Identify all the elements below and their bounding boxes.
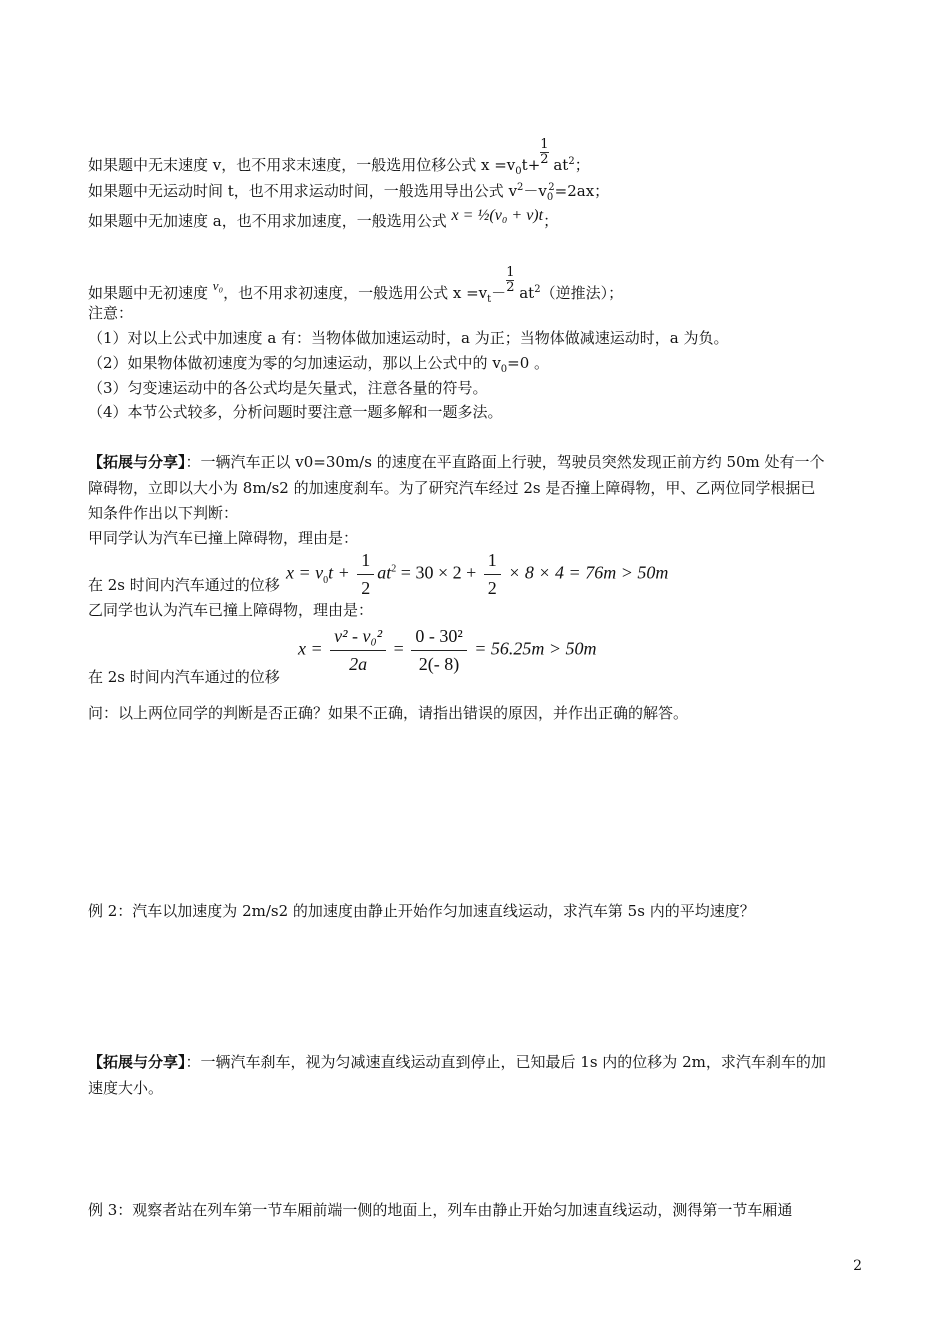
superscript: 2 [534,284,541,295]
text: －v [523,182,547,200]
extension-1-line-3: 知条件作出以下判断： [88,504,239,522]
numerator: 1 [540,136,549,152]
student-yi-formula [298,626,597,675]
denominator: 2 [540,151,549,167]
text: t+ [521,156,541,174]
superscript: 2 [548,182,555,193]
extension-1-line-1 [88,452,825,472]
fraction-half [540,138,548,167]
average-velocity-formula: x = ½(v₀ + v)t [451,207,544,224]
text: =0 。 [507,354,550,372]
text: 如果题中无末速度 v，也不用求末速度，一般选用位移公式 x =v [88,156,516,174]
text: x = v [286,562,324,583]
superscript: 2 [391,563,397,575]
note-title: 注意： [88,304,134,322]
note-1: （1）对以上公式中加速度 a 有：当物体做加速运动时，a 为正；当物体做减速运动时，a 为负。 [88,329,729,347]
subscript: t [487,294,492,305]
denominator: 2(- 8) [411,650,466,675]
denominator: 2 [484,574,501,599]
text: =2ax； [554,182,610,200]
text: ； [574,156,590,174]
section-title: 【拓展与分享】 [88,453,186,471]
text: （2）如果物体做初速度为零的匀加速运动，那以上公式中的 v [88,354,501,372]
formula-line-no-time [88,178,609,208]
numerator: 1 [487,550,497,570]
note-3: （3）匀变速运动中的各公式均是矢量式，注意各量的符号。 [88,379,488,397]
numerator: 1 [506,264,515,280]
subscript: 0 [546,192,554,203]
text: 如果题中无初速度 [88,284,209,302]
student-jia-claim: 甲同学认为汽车已撞上障碍物，理由是： [88,529,359,547]
student-yi-displacement-label: 在 2s 时间内汽车通过的位移 [88,668,280,686]
subscript: 0 [515,166,522,177]
subscript: 0 [323,575,329,587]
denominator: 2 [506,279,515,295]
text: ； [543,212,559,230]
text: at [377,562,392,583]
student-jia-formula [286,550,668,599]
page-number: 2 [853,1258,862,1274]
fraction-half [357,550,374,599]
student-yi-claim: 乙同学也认为汽车已撞上障碍物，理由是： [88,601,374,619]
numerator: 0 - 30² [415,626,463,646]
fraction [411,626,466,675]
fraction-half [484,550,501,599]
text: at [514,284,535,302]
question: 问：以上两位同学的判断是否正确？如果不正确，请指出错误的原因，并作出正确的解答。 [88,704,689,722]
text: = 56.25m > 50m [469,638,597,659]
formula-line-no-acceleration [88,207,559,232]
extension-2-line-2: 速度大小。 [88,1079,164,1097]
example-3: 例 3：观察者站在列车第一节车厢前端一侧的地面上，列车由静止开始匀加速直线运动，测得第一节车厢通 [88,1201,793,1219]
formula-line-no-initial-velocity [88,264,624,310]
superscript: 2 [568,156,575,167]
text: － [491,284,507,302]
note-4: （4）本节公式较多，分析问题时要注意一题多解和一题多法。 [88,403,503,421]
student-jia-displacement-label: 在 2s 时间内汽车通过的位移 [88,576,280,594]
numerator: 1 [361,550,371,570]
text: t + [328,562,355,583]
numerator: v² - v₀² [334,626,383,646]
text: （逆推法）； [540,284,624,302]
text: = [389,638,409,659]
text: at [548,156,569,174]
text: 如果题中无加速度 a，也不用求加速度，一般选用公式 [88,212,447,230]
denominator: 2a [330,650,386,675]
denominator: 2 [357,574,374,599]
text: ：一辆汽车正以 v0=30m/s 的速度在平直路面上行驶，驾驶员突然发现正前方约 50m 处有一个 [185,453,825,471]
section-title: 【拓展与分享】 [88,1053,186,1071]
extension-1-line-2: 障碍物，立即以大小为 8m/s2 的加速度刹车。为了研究汽车经过 2s 是否撞上障碍物，甲、乙两位同学根据已 [88,479,816,497]
text: = 30 × 2 + [396,562,481,583]
superscript: 2 [517,182,524,193]
example-2: 例 2：汽车以加速度为 2m/s2 的加速度由静止开始作匀加速直线运动，求汽车第 5s 内的平均速度？ [88,902,755,920]
extension-2-line-1 [88,1052,826,1072]
subscript: 0 [500,364,508,375]
v0-symbol: v₀ [212,278,224,293]
text: ：一辆汽车刹车，视为匀减速直线运动直到停止，已知最后 1s 内的位移为 2m，求汽车刹车的加 [185,1053,826,1071]
text: ，也不用求初速度，一般选用公式 x =v [223,284,488,302]
note-2 [88,353,549,380]
text: × 8 × 4 = 76m > 50m [503,562,669,583]
fraction [330,626,386,675]
text: 如果题中无运动时间 t，也不用求运动时间，一般选用导出公式 v [88,182,518,200]
text: x = [298,638,328,659]
